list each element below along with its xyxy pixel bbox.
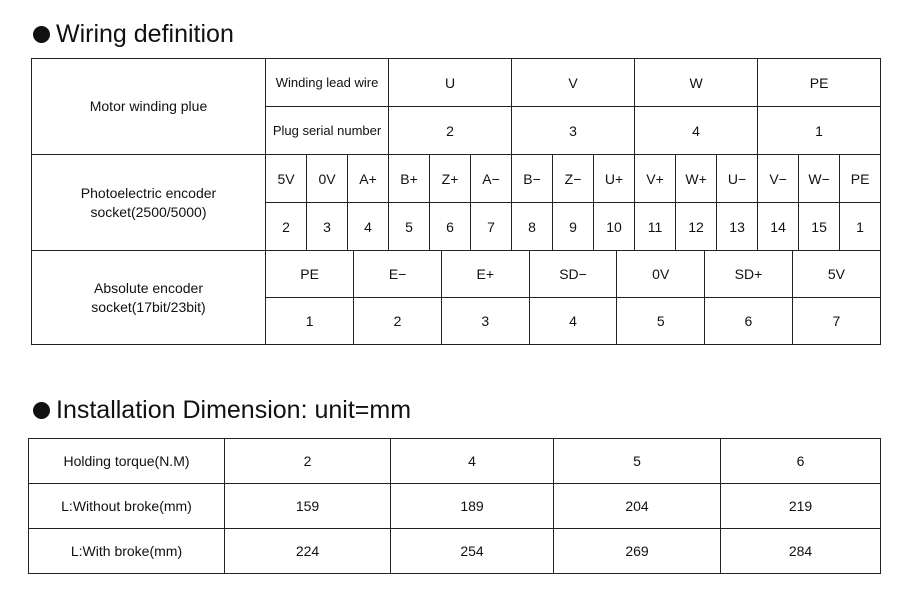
absolute-pin-cell: 2 bbox=[354, 298, 442, 344]
photo-signal-cell: B− bbox=[512, 155, 553, 203]
photo-signal-cell: W+ bbox=[676, 155, 717, 203]
absolute-pin-cell: 1 bbox=[266, 298, 354, 344]
absolute-encoder-label-line: Absolute encoder bbox=[94, 279, 203, 296]
absolute-pin-row-holder bbox=[266, 298, 881, 345]
photo-signal-cell: Z− bbox=[553, 155, 594, 203]
wiring-section-heading bbox=[33, 19, 234, 49]
photo-pin-cell: 13 bbox=[717, 203, 758, 251]
photo-signal-cell: PE bbox=[840, 155, 881, 203]
plug-serial-cell: 3 bbox=[512, 107, 635, 155]
absolute-pin-cell: 3 bbox=[441, 298, 529, 344]
photo-pin-cell: 14 bbox=[758, 203, 799, 251]
table-row bbox=[29, 529, 881, 574]
dimension-value-cell: 6 bbox=[721, 439, 881, 484]
absolute-encoder-label-line: socket(17bit/23bit) bbox=[91, 298, 206, 315]
absolute-signal-cell: 0V bbox=[617, 251, 705, 297]
absolute-signal-row-holder bbox=[266, 251, 881, 298]
dimension-value-cell: 204 bbox=[554, 484, 721, 529]
absolute-signal-cell: 5V bbox=[792, 251, 880, 297]
wiring-table bbox=[31, 58, 881, 345]
absolute-pin-cell: 4 bbox=[529, 298, 617, 344]
plug-serial-label: Plug serial number bbox=[266, 107, 389, 155]
table-row bbox=[29, 439, 881, 484]
absolute-signal-cell: E− bbox=[354, 251, 442, 297]
absolute-signal-cell: SD− bbox=[529, 251, 617, 297]
photo-pin-cell: 11 bbox=[635, 203, 676, 251]
photo-signal-cell: U+ bbox=[594, 155, 635, 203]
photo-signal-cell: A+ bbox=[348, 155, 389, 203]
photo-signal-cell: V+ bbox=[635, 155, 676, 203]
plug-serial-cell: 2 bbox=[389, 107, 512, 155]
photoelectric-encoder-label bbox=[32, 155, 266, 251]
winding-lead-cell: U bbox=[389, 59, 512, 107]
motor-winding-label: Motor winding plue bbox=[32, 59, 266, 155]
absolute-signal-cell: E+ bbox=[441, 251, 529, 297]
table-row bbox=[32, 251, 881, 298]
winding-lead-label: Winding lead wire bbox=[266, 59, 389, 107]
dimension-value-cell: 2 bbox=[225, 439, 391, 484]
photo-pin-cell: 3 bbox=[307, 203, 348, 251]
photoelectric-encoder-label-line: socket(2500/5000) bbox=[90, 203, 207, 220]
absolute-signal-cell: SD+ bbox=[705, 251, 793, 297]
photo-pin-cell: 5 bbox=[389, 203, 430, 251]
dimension-value-cell: 189 bbox=[391, 484, 554, 529]
photo-pin-cell: 6 bbox=[430, 203, 471, 251]
photo-pin-cell: 1 bbox=[840, 203, 881, 251]
plug-serial-cell: 1 bbox=[758, 107, 881, 155]
dimension-value-cell: 219 bbox=[721, 484, 881, 529]
photo-signal-cell: B+ bbox=[389, 155, 430, 203]
absolute-signal-inner-table bbox=[266, 251, 880, 297]
dimension-value-cell: 224 bbox=[225, 529, 391, 574]
dimension-title: Installation Dimension: unit=mm bbox=[56, 396, 412, 424]
photo-pin-cell: 2 bbox=[266, 203, 307, 251]
plug-serial-cell: 4 bbox=[635, 107, 758, 155]
bullet-icon bbox=[33, 402, 50, 419]
dimension-section-heading bbox=[33, 395, 411, 425]
winding-lead-cell: W bbox=[635, 59, 758, 107]
photo-pin-cell: 4 bbox=[348, 203, 389, 251]
wiring-title: Wiring definition bbox=[56, 20, 234, 48]
table-row bbox=[32, 155, 881, 203]
dimension-value-cell: 4 bbox=[391, 439, 554, 484]
winding-lead-cell: V bbox=[512, 59, 635, 107]
dimension-row-label: L:With broke(mm) bbox=[29, 529, 225, 574]
absolute-signal-cell: PE bbox=[266, 251, 354, 297]
photo-pin-cell: 12 bbox=[676, 203, 717, 251]
photoelectric-encoder-label-line: Photoelectric encoder bbox=[80, 184, 217, 201]
dimension-value-cell: 269 bbox=[554, 529, 721, 574]
photo-signal-cell: 5V bbox=[266, 155, 307, 203]
photo-pin-cell: 7 bbox=[471, 203, 512, 251]
absolute-pin-cell: 5 bbox=[617, 298, 705, 344]
dimension-table bbox=[28, 438, 881, 574]
photo-pin-cell: 10 bbox=[594, 203, 635, 251]
photo-signal-cell: U− bbox=[717, 155, 758, 203]
dimension-row-label: L:Without broke(mm) bbox=[29, 484, 225, 529]
dimension-value-cell: 284 bbox=[721, 529, 881, 574]
photo-signal-cell: V− bbox=[758, 155, 799, 203]
photo-signal-cell: A− bbox=[471, 155, 512, 203]
absolute-pin-inner-table bbox=[266, 298, 880, 344]
photo-signal-cell: 0V bbox=[307, 155, 348, 203]
photo-signal-cell: W− bbox=[799, 155, 840, 203]
photo-pin-cell: 8 bbox=[512, 203, 553, 251]
photo-pin-cell: 15 bbox=[799, 203, 840, 251]
photo-pin-cell: 9 bbox=[553, 203, 594, 251]
table-row bbox=[29, 484, 881, 529]
dimension-row-label: Holding torque(N.M) bbox=[29, 439, 225, 484]
absolute-pin-cell: 7 bbox=[792, 298, 880, 344]
absolute-pin-cell: 6 bbox=[705, 298, 793, 344]
table-row bbox=[32, 59, 881, 107]
winding-lead-cell: PE bbox=[758, 59, 881, 107]
dimension-value-cell: 159 bbox=[225, 484, 391, 529]
bullet-icon bbox=[33, 26, 50, 43]
absolute-encoder-label bbox=[32, 251, 266, 345]
photo-signal-cell: Z+ bbox=[430, 155, 471, 203]
dimension-value-cell: 5 bbox=[554, 439, 721, 484]
dimension-value-cell: 254 bbox=[391, 529, 554, 574]
